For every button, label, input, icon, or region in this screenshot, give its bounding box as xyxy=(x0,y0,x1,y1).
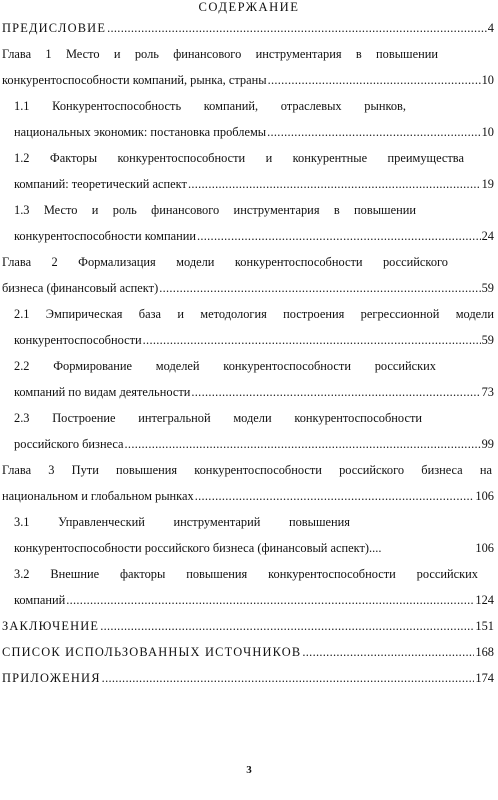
toc-entry-page: 174 xyxy=(475,671,494,685)
toc-entry-section-1-3-cont[interactable] xyxy=(14,226,494,246)
toc-entry-section-2-3[interactable] xyxy=(14,408,422,428)
toc-entry-chapter-3[interactable] xyxy=(2,460,492,480)
toc-entry-text: национальных экономик: постановка проблемы xyxy=(14,125,267,139)
dot-leader xyxy=(188,174,481,194)
toc-entry-text: Глава 1 Место и роль финансового инструментария в повышении xyxy=(2,47,438,61)
toc-entry-chapter-1[interactable] xyxy=(2,44,438,64)
toc-entry-preface[interactable] xyxy=(2,18,494,38)
dot-leader xyxy=(302,642,474,662)
toc-entry-text: конкурентоспособности российского бизнеса (финансовый аспект).... xyxy=(14,541,382,555)
dot-leader xyxy=(125,434,481,454)
toc-entry-page: 168 xyxy=(475,645,494,659)
toc-entry-text: бизнеса (финансовый аспект) xyxy=(2,281,159,295)
dot-leader xyxy=(100,616,474,636)
dot-leader xyxy=(195,486,475,506)
toc-entry-text: конкурентоспособности компании xyxy=(14,229,196,243)
toc-entry-text: Глава 3 Пути повышения конкурентоспособности российского бизнеса на xyxy=(2,463,492,477)
toc-entry-text: 2.3 Построение интегральной модели конкурентоспособности xyxy=(14,411,422,425)
toc-entry-text: 1.2 Факторы конкурентоспособности и конкурентные преимущества xyxy=(14,151,464,165)
toc-entry-text: компаний по видам деятельности xyxy=(14,385,191,399)
toc-entry-section-1-3[interactable] xyxy=(14,200,416,220)
toc-entry-text: 3.2 Внешние факторы повышения конкурентоспособности российских xyxy=(14,567,478,581)
toc-entry-section-1-1-cont[interactable] xyxy=(14,122,494,142)
toc-entry-text: компаний xyxy=(14,593,66,607)
toc-entry-chapter-2[interactable] xyxy=(2,252,448,272)
toc-entry-section-3-1[interactable] xyxy=(14,512,350,532)
toc-entry-text: национальном и глобальном рынках xyxy=(2,489,194,503)
toc-entry-text: 2.2 Формирование моделей конкурентоспособности российских xyxy=(14,359,436,373)
dot-leader xyxy=(268,70,481,90)
toc-entry-text: 1.3 Место и роль финансового инструментария в повышении xyxy=(14,203,416,217)
toc-entry-page: 19 xyxy=(481,177,494,191)
toc-entry-page: 10 xyxy=(481,125,494,139)
dot-leader xyxy=(191,382,480,402)
toc-entry-page: 106 xyxy=(475,489,494,503)
toc-entry-text: ПРЕДИСЛОВИЕ xyxy=(2,21,107,35)
toc-entry-text: конкурентоспособности xyxy=(14,333,142,347)
toc-entry-page: 73 xyxy=(481,385,494,399)
toc-entry-section-3-2-cont[interactable] xyxy=(14,590,494,610)
toc-entry-section-2-3-cont[interactable] xyxy=(14,434,494,454)
toc-entry-conclusion[interactable] xyxy=(2,616,494,636)
toc-entry-section-2-2[interactable] xyxy=(14,356,436,376)
toc-entry-section-3-2[interactable] xyxy=(14,564,478,584)
toc-entry-page: 10 xyxy=(481,73,494,87)
dot-leader xyxy=(197,226,481,246)
toc-entry-page: 151 xyxy=(475,619,494,633)
toc-entry-page: 4 xyxy=(487,21,494,35)
toc-entry-section-2-1-cont[interactable] xyxy=(14,330,494,350)
dot-leader xyxy=(102,668,475,688)
toc-entry-section-2-2-cont[interactable] xyxy=(14,382,494,402)
toc-entry-chapter-2-cont[interactable] xyxy=(2,278,494,298)
toc-entry-section-2-1[interactable] xyxy=(14,304,494,324)
toc-entry-section-1-2[interactable] xyxy=(14,148,464,168)
toc-entry-page: 24 xyxy=(481,229,494,243)
toc-entry-text: СПИСОК ИСПОЛЬЗОВАННЫХ ИСТОЧНИКОВ xyxy=(2,645,302,659)
dot-leader xyxy=(66,590,474,610)
toc-entry-chapter-3-cont[interactable] xyxy=(2,486,494,506)
toc-entry-section-1-2-cont[interactable] xyxy=(14,174,494,194)
dot-leader xyxy=(267,122,481,142)
dot-leader xyxy=(107,18,487,38)
toc-entry-page: 59 xyxy=(481,281,494,295)
toc-entry-text: 3.1 Управленческий инструментарий повышения xyxy=(14,515,350,529)
dot-leader xyxy=(159,278,480,298)
toc-entry-text: конкурентоспособности компаний, рынка, страны xyxy=(2,73,267,87)
toc-entry-text: компаний: теоретический аспект xyxy=(14,177,187,191)
page-number: 3 xyxy=(246,764,252,776)
toc-entry-text: ПРИЛОЖЕНИЯ xyxy=(2,671,101,685)
toc-entry-text: Глава 2 Формализация модели конкурентоспособности российского xyxy=(2,255,448,269)
toc-entry-text: 1.1 Конкурентоспособность компаний, отраслевых рынков, xyxy=(14,99,406,113)
toc-entry-page: 99 xyxy=(481,437,494,451)
toc-entry-references[interactable] xyxy=(2,642,494,662)
toc-entry-page: 59 xyxy=(481,333,494,347)
toc-title: СОДЕРЖАНИЕ xyxy=(198,0,300,14)
toc-entry-chapter-1-cont[interactable] xyxy=(2,70,494,90)
toc-entry-appendices[interactable] xyxy=(2,668,494,688)
toc-entry-section-3-1-cont[interactable] xyxy=(14,538,494,558)
toc-entry-text: российского бизнеса xyxy=(14,437,124,451)
toc-entry-page: 106 xyxy=(475,541,494,555)
dot-leader xyxy=(143,330,481,350)
toc-entry-section-1-1[interactable] xyxy=(14,96,406,116)
toc-entry-page: 124 xyxy=(475,593,494,607)
toc-entry-text: 2.1 Эмпирическая база и методология построения регрессионной модели xyxy=(14,307,494,321)
toc-entry-text: ЗАКЛЮЧЕНИЕ xyxy=(2,619,100,633)
